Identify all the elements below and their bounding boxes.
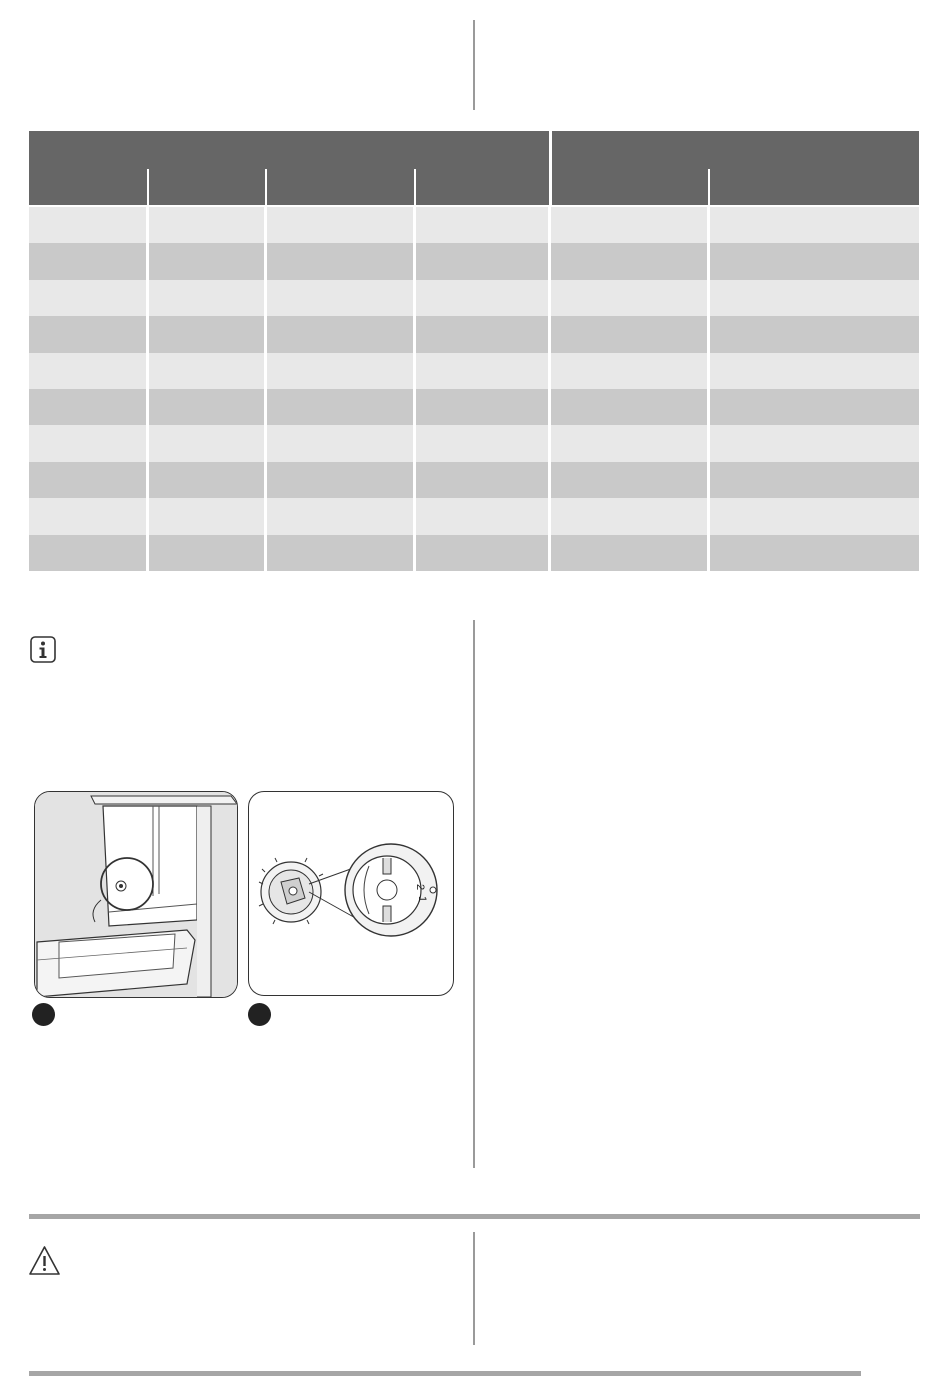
column-divider-bottom (473, 1232, 475, 1345)
table-cell-separator (707, 207, 710, 244)
table-cell-separator (146, 316, 149, 353)
table-cell-separator (264, 462, 267, 499)
table-row (29, 316, 919, 353)
page-footer-bar (29, 1371, 861, 1376)
table-cell-separator (264, 498, 267, 535)
dial-label-1: 1 (416, 896, 428, 903)
table-row (29, 425, 919, 462)
table-cell-separator (548, 535, 551, 572)
table-cell-separator (413, 353, 416, 390)
table-cell-separator (264, 353, 267, 390)
table-cell-separator (264, 243, 267, 280)
column-divider-top (473, 20, 475, 110)
table-cell-separator (413, 389, 416, 426)
table-cell-separator (413, 316, 416, 353)
table-row (29, 462, 919, 499)
table-row (29, 353, 919, 390)
header-sub-separator (147, 169, 149, 205)
table-cell-separator (707, 498, 710, 535)
table-row (29, 389, 919, 426)
table-cell-separator (146, 535, 149, 572)
table-row (29, 243, 919, 280)
table-cell-separator (548, 353, 551, 390)
table-cell-separator (413, 535, 416, 572)
table-cell-separator (264, 280, 267, 317)
table-cell-separator (264, 389, 267, 426)
table-cell-separator (146, 462, 149, 499)
table-cell-separator (146, 353, 149, 390)
table-cell-separator (264, 535, 267, 572)
table-cell-separator (413, 425, 416, 462)
table-cell-separator (146, 243, 149, 280)
water-softener-dial-illustration (248, 791, 454, 996)
table-cell-separator (707, 353, 710, 390)
table-cell-separator (264, 207, 267, 244)
table-cell-separator (548, 280, 551, 317)
table-cell-separator (413, 207, 416, 244)
table-cell-separator (413, 462, 416, 499)
figure-1-badge (32, 1003, 55, 1026)
info-icon (30, 636, 56, 663)
settings-table (29, 131, 919, 571)
dial-drawing (249, 792, 453, 995)
table-cell-separator (548, 498, 551, 535)
table-cell-separator (413, 498, 416, 535)
table-cell-separator (264, 425, 267, 462)
dishwasher-drawing (35, 792, 237, 997)
table-cell-separator (707, 280, 710, 317)
table-cell-separator (548, 389, 551, 426)
table-cell-separator (264, 316, 267, 353)
table-header (29, 131, 919, 205)
table-cell-separator (548, 243, 551, 280)
table-cell-separator (146, 207, 149, 244)
table-cell-separator (146, 498, 149, 535)
table-cell-separator (707, 425, 710, 462)
table-cell-separator (413, 243, 416, 280)
table-cell-separator (707, 462, 710, 499)
table-row (29, 535, 919, 572)
header-group-separator (549, 131, 552, 205)
table-cell-separator (707, 316, 710, 353)
warning-icon (28, 1245, 61, 1276)
header-sub-separator (265, 169, 267, 205)
table-cell-separator (707, 243, 710, 280)
table-cell-separator (548, 425, 551, 462)
table-row (29, 498, 919, 535)
header-sub-separator (708, 169, 710, 205)
column-divider-middle (473, 620, 475, 1168)
figure-2-badge (248, 1003, 271, 1026)
table-cell-separator (413, 280, 416, 317)
table-cell-separator (548, 207, 551, 244)
table-cell-separator (146, 389, 149, 426)
dishwasher-door-open-illustration (34, 791, 238, 998)
table-cell-separator (146, 280, 149, 317)
header-sub-separator (414, 169, 416, 205)
table-cell-separator (146, 425, 149, 462)
table-cell-separator (548, 316, 551, 353)
table-cell-separator (707, 535, 710, 572)
table-cell-separator (707, 389, 710, 426)
dial-label-2: 2 (414, 884, 426, 891)
table-row (29, 280, 919, 317)
table-row (29, 207, 919, 244)
table-cell-separator (548, 462, 551, 499)
section-divider-bar (29, 1214, 920, 1219)
